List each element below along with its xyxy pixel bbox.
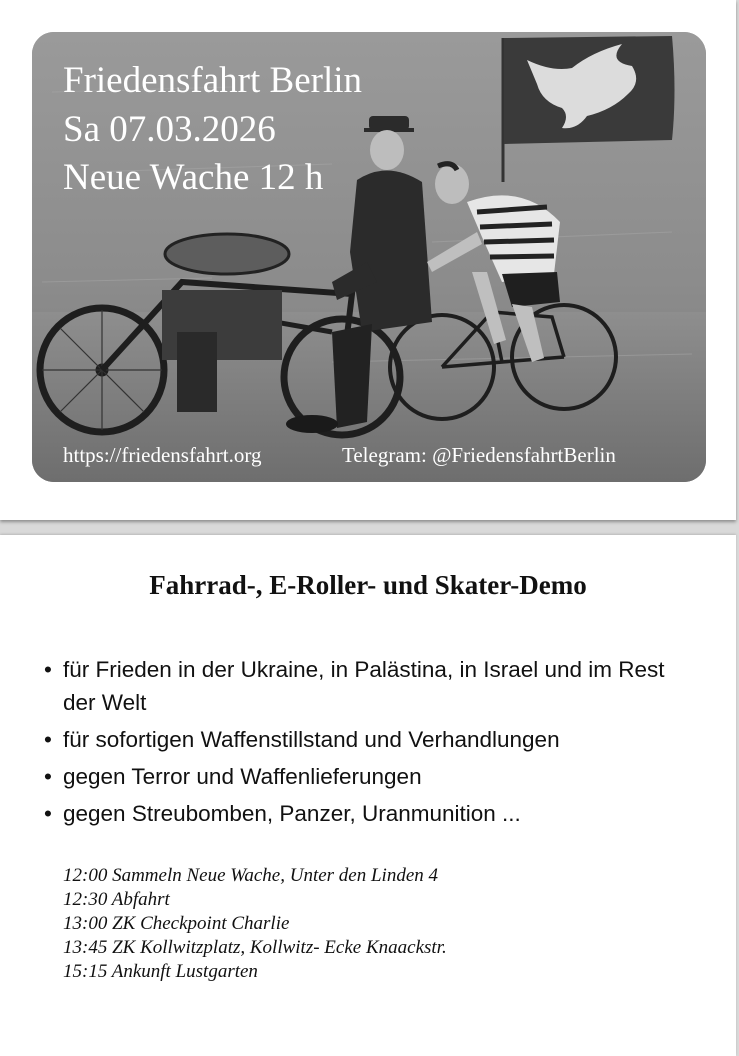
schedule-list <box>63 864 447 984</box>
schedule-item: 13:00 ZK Checkpoint Charlie <box>63 913 290 934</box>
event-date: Sa 07.03.2026 <box>63 109 276 150</box>
demo-heading: Fahrrad-, E-Roller- und Skater-Demo <box>149 570 587 600</box>
bullet-icon: • <box>44 764 52 789</box>
demand-text: für sofortigen Waffenstillstand und Verhandlungen <box>63 727 560 752</box>
bullet-icon: • <box>44 727 52 752</box>
list-item <box>44 723 684 756</box>
event-title: Friedensfahrt Berlin <box>63 60 362 101</box>
flyer-front-card <box>0 0 736 520</box>
telegram-handle[interactable]: Telegram: @FriedensfahrtBerlin <box>342 443 616 467</box>
website-link[interactable]: https://friedensfahrt.org <box>63 443 262 467</box>
event-meeting-point: Neue Wache 12 h <box>63 157 324 198</box>
schedule-item: 15:15 Ankunft Lustgarten <box>63 961 258 982</box>
schedule-item: 12:00 Sammeln Neue Wache, Unter den Linden 4 <box>63 865 439 886</box>
demand-text: gegen Terror und Waffenlieferungen <box>63 764 422 789</box>
demand-text: für Frieden in der Ukraine, in Palästina, in Israel und im Rest der Welt <box>63 657 665 715</box>
schedule-item: 12:30 Abfahrt <box>63 889 170 910</box>
bullet-icon: • <box>44 657 52 682</box>
demands-list <box>44 653 684 834</box>
list-item <box>44 653 684 719</box>
schedule-item: 13:45 ZK Kollwitzplatz, Kollwitz- Ecke Knaackstr. <box>63 937 447 958</box>
historic-photo <box>32 32 706 482</box>
list-item <box>44 760 684 793</box>
bullet-icon: • <box>44 801 52 826</box>
list-item <box>44 797 684 830</box>
demand-text: gegen Streubomben, Panzer, Uranmunition ... <box>63 801 521 826</box>
